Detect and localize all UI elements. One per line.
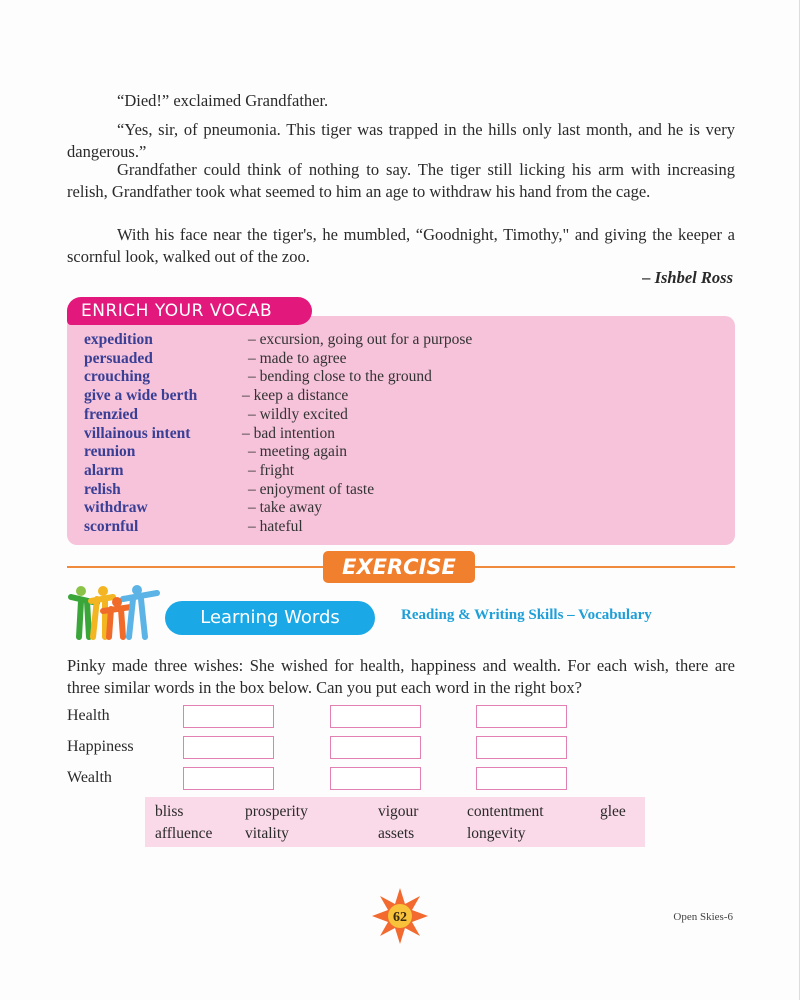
vocab-word: alarm: [84, 461, 124, 479]
answer-box[interactable]: [183, 736, 274, 759]
answer-box[interactable]: [330, 705, 421, 728]
vocab-word: villainous intent: [84, 424, 191, 442]
vocab-meaning: – made to agree: [248, 349, 347, 367]
vocab-meaning: – bending close to the ground: [248, 368, 432, 386]
vocab-meaning: – keep a distance: [242, 387, 349, 405]
author-credit: – Ishbel Ross: [642, 268, 733, 287]
answer-box[interactable]: [183, 767, 274, 790]
vocab-meaning: – take away: [248, 499, 323, 517]
word-bank-word: prosperity: [245, 803, 308, 820]
vocab-word: frenzied: [84, 405, 138, 423]
vocab-meaning: – excursion, going out for a purpose: [248, 331, 473, 348]
answer-box[interactable]: [476, 705, 567, 728]
word-bank-word: contentment: [467, 803, 544, 820]
vocab-word: relish: [84, 480, 121, 498]
vocab-word: persuaded: [84, 349, 153, 367]
section-label: Learning Words: [165, 601, 375, 635]
answer-box[interactable]: [476, 767, 567, 790]
instructions: Pinky made three wishes: She wished for health, happiness and wealth. For each wish, there are three similar words in the box below. Can you put each word in the right box?: [67, 656, 735, 697]
vocab-meaning: – fright: [248, 461, 295, 479]
vocab-meaning: – hateful: [248, 518, 303, 535]
word-bank-word: vigour: [378, 803, 419, 820]
word-bank-word: glee: [600, 803, 626, 820]
word-bank-word: bliss: [155, 803, 184, 820]
vocab-word: expedition: [84, 331, 153, 348]
vocab-word: give a wide berth: [84, 387, 198, 405]
page-number-star: [372, 888, 428, 944]
row-label-health: Health: [67, 707, 110, 724]
answer-box[interactable]: [330, 736, 421, 759]
answer-box[interactable]: [183, 705, 274, 728]
series-label: Open Skies-6: [673, 911, 733, 923]
answer-box[interactable]: [476, 736, 567, 759]
story-paragraph: Grandfather could think of nothing to say. The tiger still licking his arm with increasing relish, Grandfather took what seemed to him an age to withdraw his hand from the cage.: [67, 160, 735, 201]
vocab-meaning: – meeting again: [248, 443, 347, 461]
skills-label: Reading & Writing Skills – Vocabulary: [401, 607, 652, 623]
word-bank-word: vitality: [245, 825, 289, 842]
vocab-meaning: – wildly excited: [248, 405, 348, 423]
answer-box[interactable]: [330, 767, 421, 790]
page-number: 62: [393, 910, 407, 925]
word-bank-word: affluence: [155, 825, 213, 842]
vocab-title: ENRICH YOUR VOCAB: [67, 297, 312, 325]
children-icon: [67, 585, 162, 640]
vocab-word: scornful: [84, 518, 139, 535]
story-paragraph: “Died!” exclaimed Grandfather.: [117, 91, 329, 110]
word-bank-word: longevity: [467, 825, 526, 842]
story-paragraph: “Yes, sir, of pneumonia. This tiger was trapped in the hills only last month, and he is very dangerous.”: [67, 120, 735, 161]
vocab-meaning: – bad intention: [242, 424, 335, 442]
vocab-meaning: – enjoyment of taste: [248, 480, 375, 498]
word-bank-word: assets: [378, 825, 415, 842]
row-label-wealth: Wealth: [67, 769, 112, 786]
vocab-word: reunion: [84, 443, 136, 461]
story-paragraph: With his face near the tiger's, he mumbled, “Goodnight, Timothy," and giving the keeper a scornful look, walked out of the zoo.: [67, 225, 735, 266]
row-label-happiness: Happiness: [67, 738, 134, 755]
vocab-word: crouching: [84, 368, 151, 386]
exercise-heading: EXERCISE: [323, 551, 475, 583]
vocab-word: withdraw: [84, 499, 148, 517]
